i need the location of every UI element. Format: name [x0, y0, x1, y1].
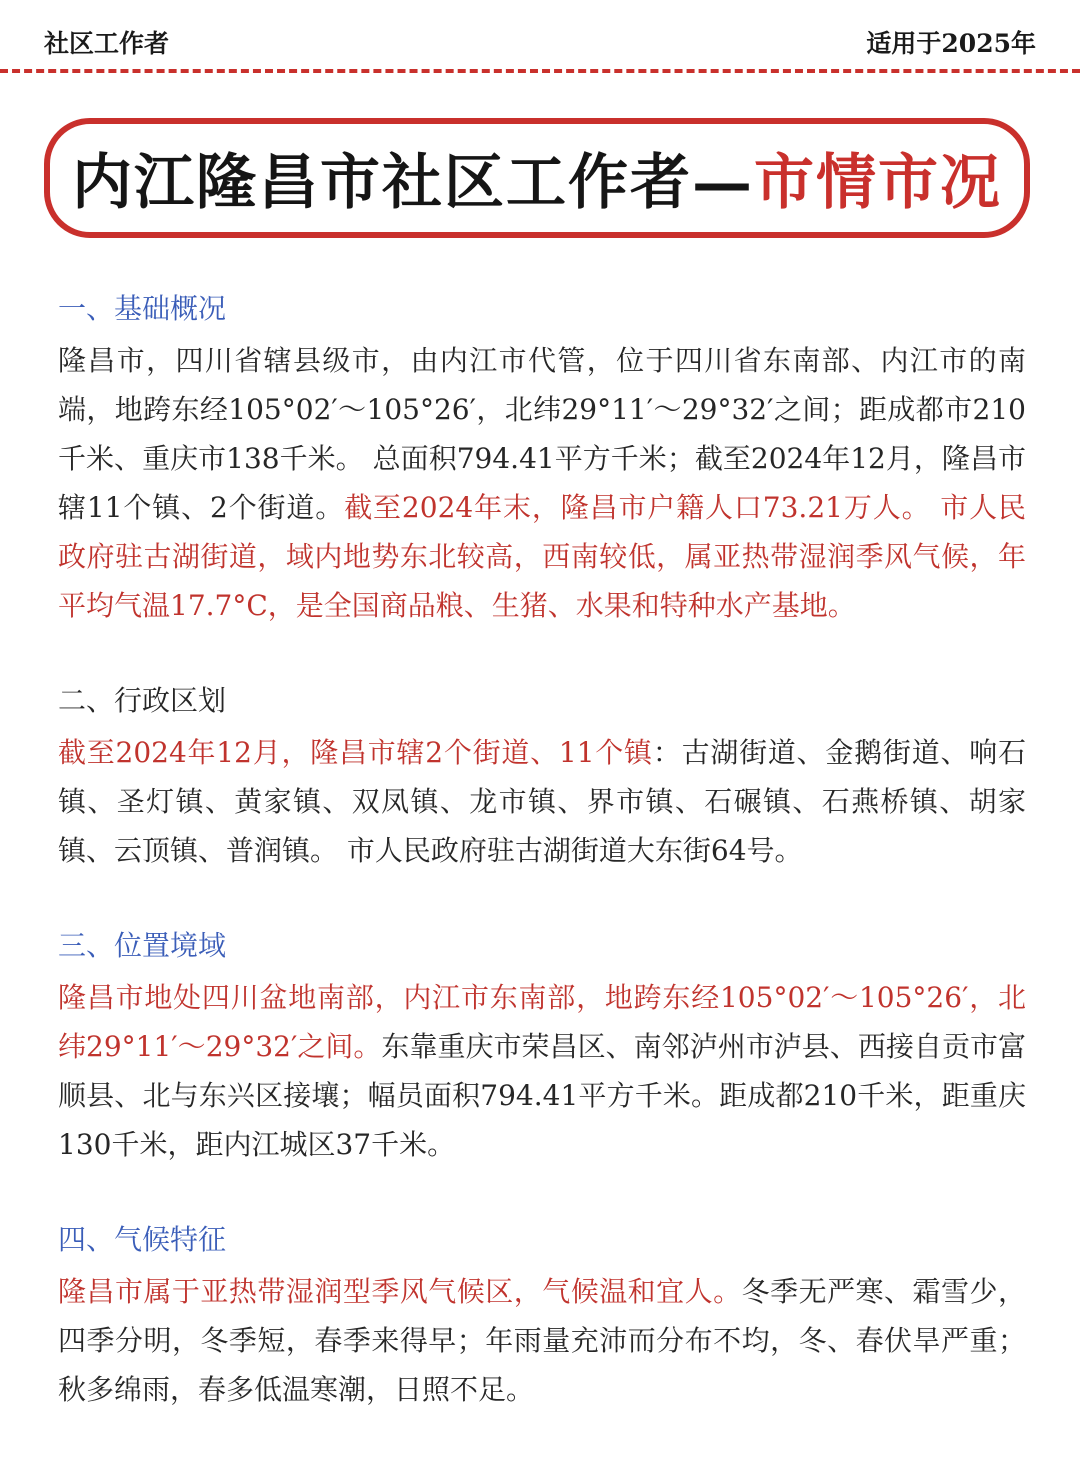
section-climate [58, 1213, 1026, 1414]
section-administrative-division [58, 674, 1026, 875]
paragraph-text: ：古湖街道、金鹅街道、响石镇、圣灯镇、黄家镇、双凤镇、龙市镇、界市镇、石碾镇、石燕桥镇、胡家镇、云顶镇、普润镇。 市人民政府驻古湖街道大东街64号。 [58, 736, 1026, 867]
section-heading: 一、基础概况 [58, 292, 227, 325]
paragraph-highlight: 隆昌市地处四川盆地南部，内江市东南部，地跨东经105°02′～105°26′，北纬29°11′～29°32′之间。 [58, 981, 1026, 1063]
header-year-tag: 适用于2025年 [866, 29, 1036, 58]
article-body [58, 282, 1026, 1458]
section-basic-overview [58, 282, 1026, 630]
page-title [72, 135, 1002, 221]
header-divider [0, 69, 1080, 73]
section-heading: 二、行政区划 [58, 684, 227, 717]
paragraph-highlight: 截至2024年12月，隆昌市辖2个街道、11个镇 [58, 736, 653, 769]
paragraph-highlight: 截至2024年末，隆昌市户籍人口73.21万人。 市人民政府驻古湖街道，域内地势东北较高，西南较低，属亚热带湿润季风气候，年平均气温17.7°C，是全国商品粮、生猪、水果和特种水产基地。 [58, 491, 1026, 622]
paragraph-text: 隆昌市，四川省辖县级市，由内江市代管，位于四川省东南部、内江市的南端，地跨东经105°02′～105°26′，北纬29°11′～29°32′之间；距成都市210千米、重庆市138千米。 总面积794.41平方千米；截至2024年12月，隆昌市辖11个镇、2个街道。 [58, 344, 1026, 524]
section-heading: 三、位置境域 [58, 929, 227, 962]
section-paragraph [58, 973, 1026, 1169]
section-paragraph [58, 728, 1026, 875]
page-title-main: 内江隆昌市社区工作者— [72, 148, 754, 218]
paragraph-text: 冬季无严寒、霜雪少，四季分明，冬季短，春季来得早；年雨量充沛而分布不均，冬、春伏旱严重；秋多绵雨，春多低温寒潮，日照不足。 [58, 1275, 1026, 1406]
section-paragraph [58, 336, 1026, 630]
header-category: 社区工作者 [44, 29, 170, 58]
section-location [58, 919, 1026, 1169]
page-header [0, 0, 1080, 70]
title-frame [44, 118, 1030, 238]
section-heading: 四、气候特征 [58, 1223, 227, 1256]
paragraph-highlight: 隆昌市属于亚热带湿润型季风气候区，气候温和宜人。 [58, 1275, 742, 1308]
paragraph-text: 东靠重庆市荣昌区、南邻泸州市泸县、西接自贡市富顺县、北与东兴区接壤；幅员面积794.41平方千米。距成都210千米，距重庆130千米，距内江城区37千米。 [58, 1030, 1026, 1161]
page-title-accent: 市情市况 [754, 148, 1002, 218]
section-paragraph [58, 1267, 1026, 1414]
